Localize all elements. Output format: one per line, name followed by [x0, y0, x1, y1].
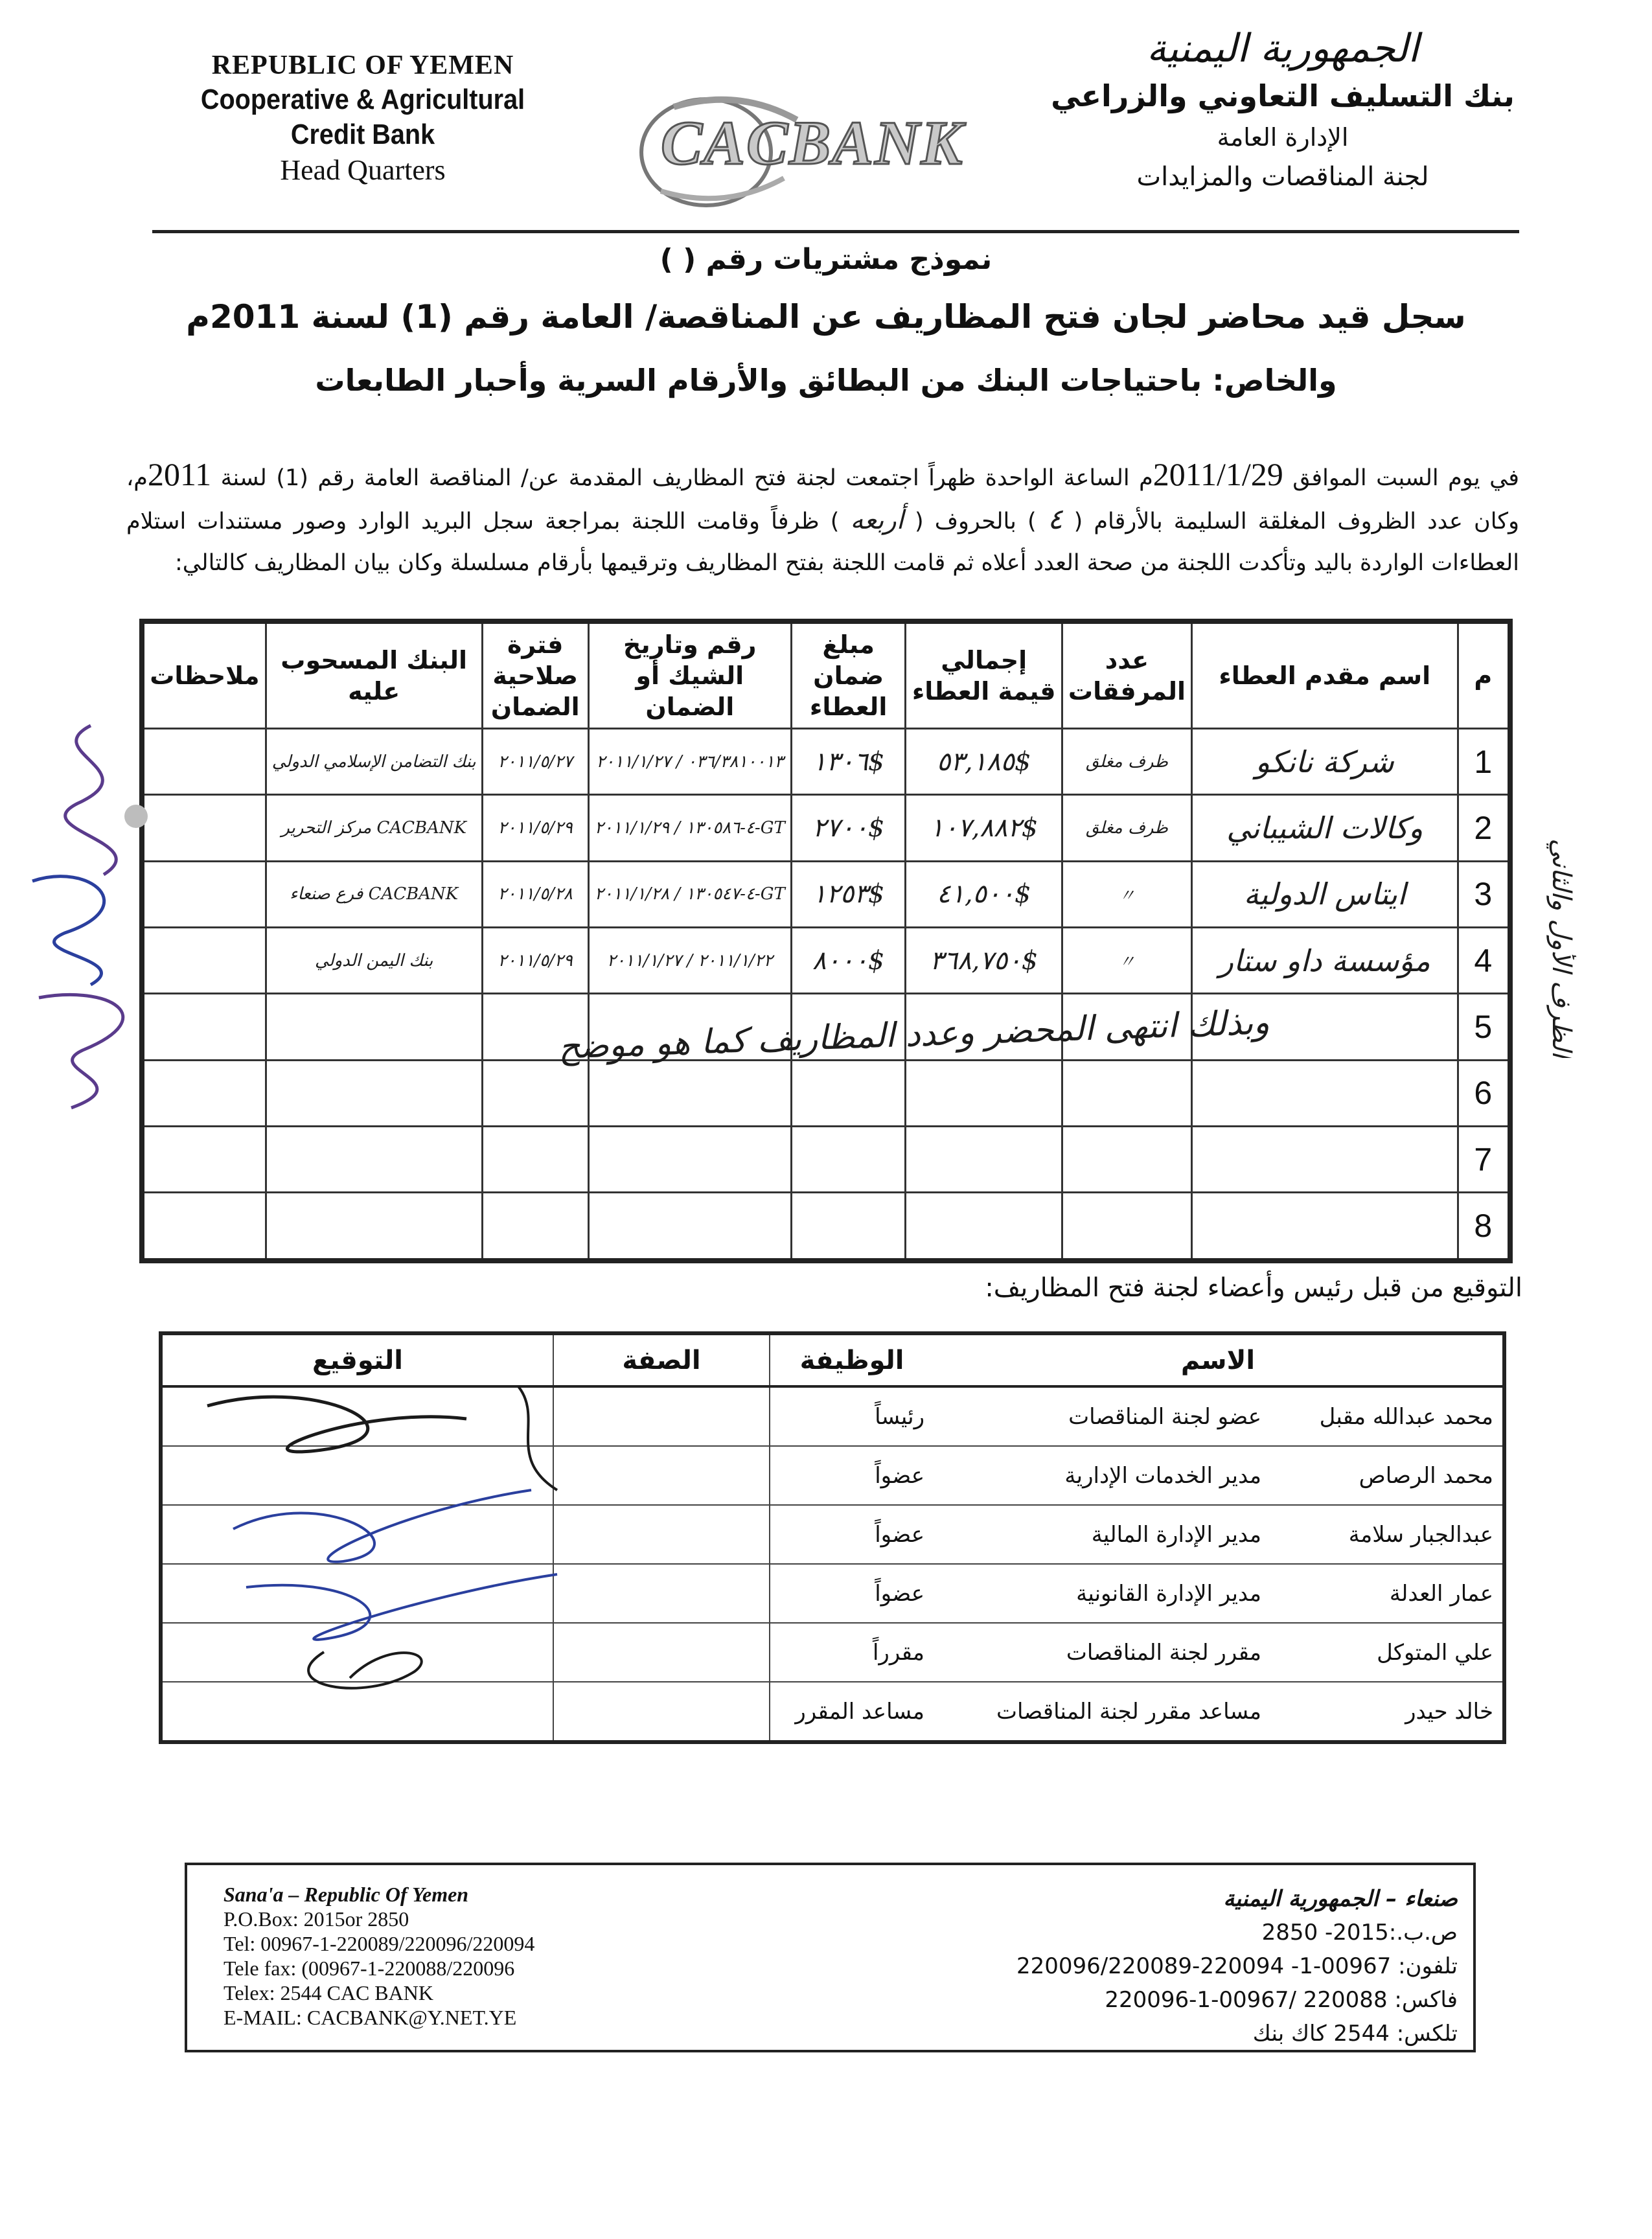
footer-address-ar: صنعاء – الجمهورية اليمنية — [1223, 1886, 1458, 1912]
guarantee-validity: ٢٠١١/٥/٢٧ — [482, 729, 588, 795]
cheque-ref — [588, 1060, 791, 1126]
col-cheque: رقم وتاريخ الشيك أو الضمان — [588, 621, 791, 729]
col-role: الصفة — [553, 1333, 770, 1386]
form-title: نموذج مشتريات رقم ( ) — [660, 243, 992, 276]
attachments-count — [1062, 1193, 1191, 1261]
country-name-ar: الجمهورية اليمنية — [1146, 26, 1419, 71]
row-number: 7 — [1458, 1126, 1510, 1192]
guarantee-amount: $٨٠٠٠ — [791, 927, 906, 993]
envelope-count-words: أربعه — [850, 505, 904, 535]
attachments-count: 〃 — [1062, 927, 1191, 993]
guarantee-validity — [482, 1060, 588, 1126]
tender-year: 2011 — [147, 456, 212, 492]
signatory-role: مقرراً — [770, 1623, 934, 1682]
signatory-position: مدير الإدارة القانونية — [934, 1564, 1270, 1623]
notes-column-signatures — [13, 713, 259, 1153]
bidder-name: ايتاس الدولية — [1192, 861, 1458, 927]
drawee-bank: CACBANK فرع صنعاء — [266, 861, 482, 927]
col-notes: ملاحظات — [142, 621, 266, 729]
margin-note — [1522, 752, 1594, 1088]
drawee-bank — [266, 1193, 482, 1261]
footer-english — [224, 1882, 807, 2030]
bank-name-en-2: Credit Bank — [290, 119, 435, 150]
row-number: 6 — [1458, 1060, 1510, 1126]
closing-handwritten-note: وبذلك انتهى المحضر وعدد المظاريف كما هو موضح — [558, 1003, 1270, 1067]
footer-fax-en: Tele fax: (00967-1-220088/220096 — [224, 1957, 515, 1980]
bidder-name: شركة نانكو — [1192, 729, 1458, 795]
guarantee-amount — [791, 1126, 906, 1192]
head-quarters-en: Head Quarters — [280, 154, 446, 186]
bid-total: $١٠٧,٨٨٢ — [906, 795, 1062, 861]
footer-telex-en: Telex: 2544 CAC BANK — [224, 1981, 433, 2004]
col-total: إجمالي قيمة العطاء — [906, 621, 1062, 729]
signatures-header-row — [161, 1333, 1504, 1386]
signatory-role: عضواً — [770, 1564, 934, 1623]
record-title: سجل قيد محاضر لجان فتح المظاريف عن المناقصة/ العامة رقم (1) لسنة 2011م — [186, 298, 1466, 336]
bids-header-row — [142, 621, 1510, 729]
para-part3: م، وكان عدد الظروف المغلقة السليمة بالأرقام ( — [126, 465, 1519, 534]
col-validity: فترة صلاحية الضمان — [482, 621, 588, 729]
attachments-count: ظرف مغلق — [1062, 729, 1191, 795]
guarantee-amount — [791, 1193, 906, 1261]
col-bank: البنك المسحوب عليه — [266, 621, 482, 729]
cheque-ref: ٢٠١١/١/٢٢ / ٢٠١١/١/٢٧ — [588, 927, 791, 993]
bidder-name — [1192, 1126, 1458, 1192]
bidder-name — [1192, 1193, 1458, 1261]
bids-table-row — [142, 927, 1510, 993]
para-part5: ) ظرفاً وقامت اللجنة بمراجعة سجل البريد الوارد وصور مستندات استلام العطاءات الواردة باليد وتأكدت اللجنة من صحة العدد أعلاه ثم قامت اللجنة بفتح المظاريف وترقيمها بأرقام مسلسلة وكان بيان المظاريف كالتالي: — [126, 509, 1519, 576]
signatory-role: مساعد المقرر — [770, 1682, 934, 1742]
cheque-ref: GT-٤-١٣٠٥٤٧ / ٢٠١١/١/٢٨ — [588, 861, 791, 927]
col-signature: التوقيع — [161, 1333, 553, 1386]
signatory-position: مدير الخدمات الإدارية — [934, 1446, 1270, 1505]
signatory-position: عضو لجنة المناقصات — [934, 1386, 1270, 1446]
row-number: 1 — [1458, 729, 1510, 795]
row-number: 3 — [1458, 861, 1510, 927]
bids-table-row — [142, 795, 1510, 861]
guarantee-validity: ٢٠١١/٥/٢٩ — [482, 795, 588, 861]
row-number: 5 — [1458, 994, 1510, 1060]
signatory-name: محمد عبدالله مقبل — [1270, 1386, 1504, 1446]
committee-signatures — [194, 1380, 687, 1717]
signatory-name: عبدالجبار سلامة — [1270, 1505, 1504, 1564]
para-part2: م الساعة الواحدة ظهراً اجتمعت لجنة فتح المظاريف المقدمة عن/ المناقصة العامة رقم (1) لسنة — [220, 465, 1153, 491]
guarantee-validity: ٢٠١١/٥/٢٩ — [482, 927, 588, 993]
footer-telex-ar: تلكس: 2544 كاك بنك — [1252, 2021, 1458, 2047]
guarantee-validity — [482, 1126, 588, 1192]
footer-pobox-ar: ص.ب.:2015- 2850 — [1261, 1920, 1458, 1946]
signature-caption: التوقيع من قبل رئيس وأعضاء لجنة فتح المظاريف: — [985, 1273, 1522, 1303]
row-notes — [142, 1193, 266, 1261]
footer-arabic — [907, 1882, 1458, 2050]
signatory-role: عضواً — [770, 1446, 934, 1505]
margin-note-text: الظرف الأول والثاني — [1546, 838, 1576, 1058]
envelope-count-number: ٤ — [1047, 503, 1063, 536]
cheque-ref — [588, 1193, 791, 1261]
bank-name-ar: بنك التسليف التعاوني والزراعي — [1051, 78, 1515, 113]
signatory-role: عضواً — [770, 1505, 934, 1564]
para-part1: في يوم السبت الموافق — [1292, 465, 1519, 491]
guarantee-validity — [482, 1193, 588, 1261]
signatory-name: علي المتوكل — [1270, 1623, 1504, 1682]
drawee-bank: بنك التضامن الإسلامي الدولي — [266, 729, 482, 795]
header-divider — [152, 230, 1519, 233]
guarantee-amount — [791, 1060, 906, 1126]
country-name-en: REPUBLIC OF YEMEN — [211, 51, 514, 80]
col-attachments: عدد المرفقات — [1062, 621, 1191, 729]
row-number: 8 — [1458, 1193, 1510, 1261]
guarantee-validity: ٢٠١١/٥/٢٨ — [482, 861, 588, 927]
bids-table-row — [142, 729, 1510, 795]
col-guarantee: مبلغ ضمان العطاء — [791, 621, 906, 729]
col-bidder: اسم مقدم العطاء — [1192, 621, 1458, 729]
drawee-bank: CACBANK مركز التحرير — [266, 795, 482, 861]
footer-tel-ar: تلفون: 00967-1- 220094-220096/220089 — [1016, 1953, 1458, 1979]
bid-total: $٥٣,١٨٥ — [906, 729, 1062, 795]
footer-tel-en: Tel: 00967-1-220089/220096/220094 — [224, 1932, 535, 1955]
bid-total — [906, 1126, 1062, 1192]
col-position: الوظيفة — [770, 1333, 934, 1386]
bid-total: $٤١,٥٠٠ — [906, 861, 1062, 927]
signatory-name: عمار العدلة — [1270, 1564, 1504, 1623]
bank-name-en-1: Cooperative & Agricultural — [200, 84, 525, 115]
row-number: 2 — [1458, 795, 1510, 861]
footer-email-en: E-MAIL: CACBANK@Y.NET.YE — [224, 2006, 517, 2029]
bid-total — [906, 1060, 1062, 1126]
general-admin-ar: الإدارة العامة — [1217, 123, 1349, 152]
committee-name-ar: لجنة المناقصات والمزايدات — [1136, 162, 1429, 192]
cheque-ref: ٠٣٦/٣٨١٠٠١٣ / ٢٠١١/١/٢٧ — [588, 729, 791, 795]
row-number: 4 — [1458, 927, 1510, 993]
bids-table — [139, 619, 1513, 1263]
attachments-count — [1062, 1126, 1191, 1192]
bids-table-row — [142, 861, 1510, 927]
drawee-bank — [266, 1126, 482, 1192]
meeting-date: 2011/1/29 — [1153, 456, 1283, 492]
signatory-position: مدير الإدارة المالية — [934, 1505, 1270, 1564]
bidder-name: وكالات الشيباني — [1192, 795, 1458, 861]
bid-total: $٣٦٨,٧٥٠ — [906, 927, 1062, 993]
signatory-position: مساعد مقرر لجنة المناقصات — [934, 1682, 1270, 1742]
bids-table-row — [142, 1193, 1510, 1261]
cacbank-logo — [635, 81, 1037, 211]
bid-total — [906, 1193, 1062, 1261]
col-number: م — [1458, 621, 1510, 729]
signatory-name: خالد حيدر — [1270, 1682, 1504, 1742]
col-name: الاسم — [934, 1333, 1504, 1386]
cheque-ref — [588, 1126, 791, 1192]
drawee-bank: بنك اليمن الدولي — [266, 927, 482, 993]
subject-title: والخاص: باحتياجات البنك من البطائق والأرقام السرية وأحبار الطابعات — [315, 363, 1337, 398]
guarantee-amount: $١٣٠٦ — [791, 729, 906, 795]
signatory-role: رئيساً — [770, 1386, 934, 1446]
footer-address-en: Sana'a – Republic Of Yemen — [224, 1883, 469, 1906]
attachments-count: 〃 — [1062, 861, 1191, 927]
bidder-name: مؤسسة داو ستار — [1192, 927, 1458, 993]
header-english — [175, 49, 551, 189]
header-arabic — [1050, 23, 1516, 196]
signatory-name: محمد الرصاص — [1270, 1446, 1504, 1505]
guarantee-amount: $١٢٥٣ — [791, 861, 906, 927]
footer-fax-ar: فاكس: 220088 /00967-1-220096 — [1105, 1987, 1458, 2013]
signatory-position: مقرر لجنة المناقصات — [934, 1623, 1270, 1682]
logo-wordmark: CACBANK — [661, 108, 964, 178]
bids-table-row — [142, 1126, 1510, 1192]
guarantee-amount: $٢٧٠٠ — [791, 795, 906, 861]
cheque-ref: GT-٤-١٣٠٥٨٦ / ٢٠١١/١/٢٩ — [588, 795, 791, 861]
footer-pobox-en: P.O.Box: 2015or 2850 — [224, 1907, 409, 1931]
minutes-paragraph — [126, 454, 1519, 584]
bidder-name — [1192, 1060, 1458, 1126]
attachments-count: ظرف مغلق — [1062, 795, 1191, 861]
attachments-count — [1062, 1060, 1191, 1126]
para-part4: ) بالحروف ( — [914, 509, 1037, 534]
